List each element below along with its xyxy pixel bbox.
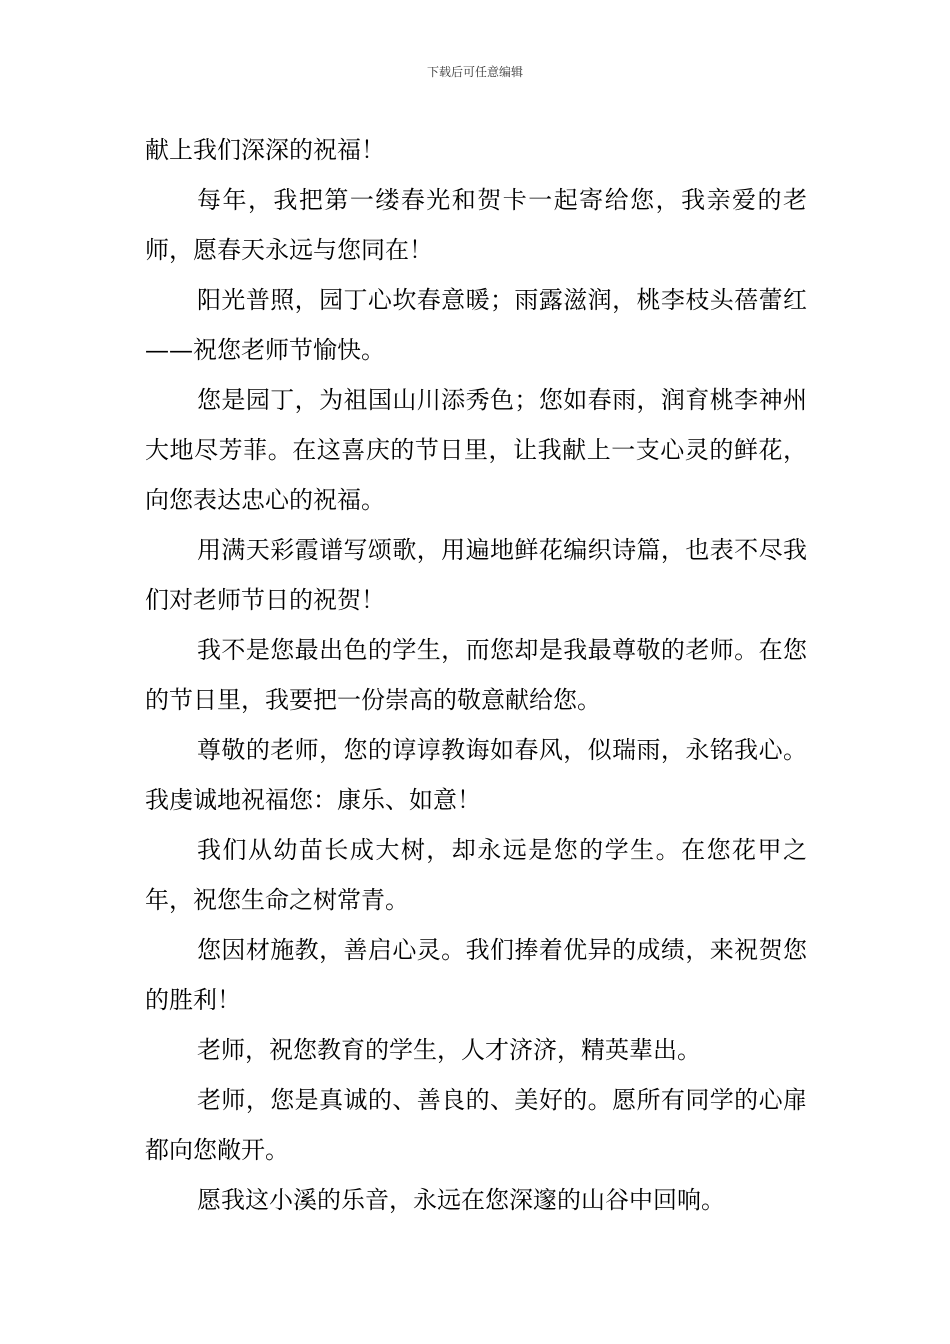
paragraph: 用满天彩霞谱写颂歌，用遍地鲜花编织诗篇，也表不尽我们对老师节日的祝贺！	[145, 536, 807, 614]
paragraph: 我们从幼苗长成大树，却永远是您的学生。在您花甲之年，祝您生命之树常青。	[145, 836, 807, 914]
paragraph: 阳光普照，园丁心坎春意暖；雨露滋润，桃李枝头蓓蕾红——祝您老师节愉快。	[145, 286, 807, 364]
paragraph: 您是园丁，为祖国山川添秀色；您如春雨，润育桃李神州大地尽芳菲。在这喜庆的节日里，让我献上一支心灵的鲜花，向您表达忠心的祝福。	[145, 386, 807, 514]
page-header-note: 下载后可任意编辑	[426, 65, 523, 79]
paragraph: 我不是您最出色的学生，而您却是我最尊敬的老师。在您的节日里，我要把一份崇高的敬意献给您。	[145, 636, 807, 714]
paragraph-continuation: 献上我们深深的祝福！	[145, 136, 385, 164]
paragraph: 老师，您是真诚的、善良的、美好的。愿所有同学的心扉都向您敞开。	[145, 1086, 807, 1164]
document-body	[145, 125, 807, 1225]
paragraph: 每年，我把第一缕春光和贺卡一起寄给您，我亲爱的老师，愿春天永远与您同在！	[145, 186, 807, 264]
paragraph: 愿我这小溪的乐音，永远在您深邃的山谷中回响。	[197, 1186, 725, 1214]
paragraph: 尊敬的老师，您的谆谆教诲如春风，似瑞雨，永铭我心。我虔诚地祝福您：康乐、如意！	[145, 736, 807, 814]
paragraph: 老师，祝您教育的学生，人才济济，精英辈出。	[197, 1036, 701, 1064]
paragraph: 您因材施教，善启心灵。我们捧着优异的成绩，来祝贺您的胜利！	[145, 936, 807, 1014]
